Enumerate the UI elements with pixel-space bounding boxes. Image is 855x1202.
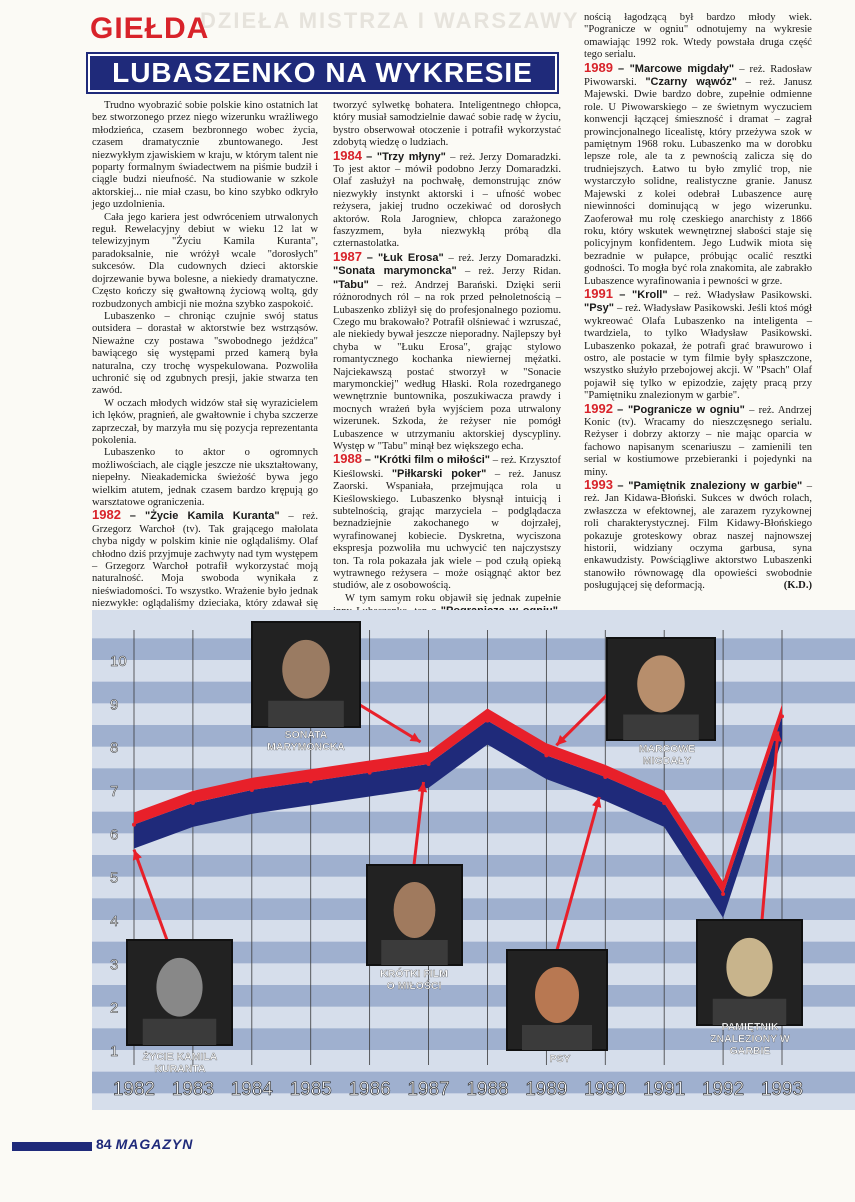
entry-1982 [92, 509, 318, 623]
entry-1991 [584, 285, 812, 403]
y-tick-label: 8 [110, 739, 119, 757]
y-tick-label: 1 [110, 1043, 119, 1060]
footer [96, 1136, 193, 1152]
portrait-face [637, 655, 685, 712]
photo-caption: PAMIĘTNIK [721, 1021, 779, 1033]
photo-caption: ŻYCIE KAMILA [142, 1051, 218, 1063]
photo-caption: PSY [549, 1053, 571, 1065]
data-point [191, 801, 195, 805]
entry-film-title: "Tabu" [333, 278, 369, 291]
photo-caption: O MIŁOŚCI [386, 980, 442, 992]
entry-text: – reż. Radosław Piwowarski. [584, 63, 812, 89]
entry-year: 1991 [584, 285, 613, 301]
data-point [544, 753, 548, 757]
entry-film-title: – "Łuk Erosa" [366, 251, 444, 264]
entry-year: 1982 [92, 507, 121, 523]
entry-text: – reż. Andrzej Barański. Dzięki serii różnorodnych ról – na rok przed pełnoletnością – Lubaszenko zbliżył się do profesjonalnego poziomu. Czego mu brakowało? Potrafił olśniewać i wzruszać, ale niekiedy bywał jeszcze nieporadny. Najlepszy był chyba w "Łuku Erosa", grając stylowo romantycznego kochanka niewiernej mężatki. Najciekawszą postać stworzył w "Sonacie marymonckiej" według Hłaski. Rola rozedrganego wewnętrznie buntownika, poszukiwacza prawdy i mocnych wrażeń była wyjściem poza utrwalony wizerunek. Szkoda, że reżyser nie pomógł Lubaszence w utrzymaniu aktorskiej dyscypliny. Występ w "Tabu" minął bez większego echa. [333, 279, 561, 452]
entry-year: 1988 [333, 451, 362, 467]
portrait-body [381, 940, 448, 965]
x-tick-label: 1992 [701, 1079, 745, 1100]
y-tick-label: 2 [110, 999, 119, 1017]
paragraph: Trudno wyobrazić sobie polskie kino ostatnich lat bez stworzonego przez niego wizerunku wrażliwego młodzieńca, czasem bezbronnego wobec życia, czasem dramatycznie zbuntowanego. Jest niezwykłym zjawiskiem w kraju, w którym talent nie poparty formalnym świadectwem na piśmie budził i ciągle budzi nieufność. Na studiowanie w szkole aktorskiej... nie miał czasu, bo kino szybko odkryło jego uzdolnienia. [92, 100, 318, 211]
portrait-face [282, 640, 330, 699]
photo-caption: SONATA [284, 729, 328, 741]
chart-stripe [92, 682, 855, 704]
entry-film-title: – "Życie Kamila Kuranta" [129, 510, 280, 523]
entry-text: – reż. Krzysztof Kieślowski. [333, 455, 562, 480]
entry-1992 [584, 400, 812, 479]
magazine-name: MAGAZYN [115, 1136, 194, 1152]
y-tick-label: 7 [110, 783, 119, 800]
photo-caption: KRÓTKI FILM [380, 968, 448, 980]
entry-year: 1989 [584, 59, 613, 75]
photo-caption: ZNALEZIONY W [710, 1033, 790, 1045]
x-tick-label: 1986 [348, 1079, 391, 1100]
entry-text: – reż. Janusz Majewski. Dwie bardzo dobre, zupełnie odmienne role. U Piwowarskiego – ze świetnym wyczuciem konwencji łączącej śmieszność i dramat – zagrał prowincjonalnego licealistę, który przeżywa szok w pamiętnym 1968 roku. Lubaszenko ma w dorobku lepsze role, ale ta z pewnością zalicza się do trudniejszych. Łatwo tu było zmylić trop, nie wystarczyło solidne, realistyczne granie. Janusz Majewski z kolei odebrał Lubaszence aurę niewinności dominującą w jego wizerunku. Zaoferował mu rolę czeskiego anarchisty z 1866 roku, który wskutek wewnętrznej słabości staje się policyjnym konfidentem. Jego Ludwik miota się bezradnie w pułapce, próbując ocalić resztki godności. To mogła być rola znakomita, ale zabrakło Lubaszence wyrafinowania i pewności w grze. [584, 77, 812, 287]
entry-year: 1987 [333, 248, 362, 264]
x-tick-label: 1989 [525, 1079, 568, 1100]
entry-film-title: – "Trzy młyny" [366, 150, 446, 163]
portrait-face [535, 967, 579, 1023]
paragraph: Lubaszenko to aktor o ogromnych możliwościach, ale ciągle jeszcze nie ukształtowany, niepełny. Nieakademicka świeżość bywa jego wielkim atutem, jednak czasem bardzo krępują go warsztatowe ograniczenia. [92, 447, 318, 508]
portrait-body [522, 1025, 592, 1050]
data-point [721, 892, 725, 896]
entry-1989 [584, 59, 812, 288]
entry-1988 [333, 453, 561, 592]
chart-stripe [92, 638, 855, 660]
entry-film-title: – "Kroll" [619, 288, 668, 301]
x-tick-label: 1991 [643, 1079, 686, 1100]
photo-caption: KURANTA [154, 1063, 206, 1075]
entry-text: – reż. Jerzy Domaradzki. To jest aktor – mówił podobno Jerzy Domaradzki. Olaf zasłużył na pochwałę, demonstrując znów niezwykły instynkt aktorski i – ufność wobec reżysera, jakiej trudno oczekiwać od dorosłych aktorów. Rola Jarogniew, chłopca zarażonego faszyzmem, była niezwykłą próbą dla czternastolatka. [333, 151, 562, 250]
entry-film-title: – "Krótki film o miłości" [364, 454, 490, 467]
x-tick-label: 1983 [171, 1079, 215, 1100]
portrait-face [394, 882, 436, 938]
data-point [485, 719, 489, 723]
paragraph: Cała jego kariera jest odwróceniem utrwalonych reguł. Rewelacyjny debiut w wieku 12 lat w telewizyjnym "Życiu Kamila Kuranta", paradoksalnie, nie wróżył wcale "dorosłych" sukcesów. Dla cudownych dzieci aktorskie dojrzewanie bywa bolesne, a niekiedy dramatyczne. Często kończy się gwałtowną życiową woltą, gdy rozbudzonych ambicji nie można szybko zaspokoić. [92, 211, 318, 310]
x-tick-label: 1985 [289, 1079, 332, 1100]
y-tick-label: 10 [110, 653, 127, 670]
footer-bar [12, 1142, 92, 1151]
y-tick-label: 9 [110, 696, 119, 714]
entry-film-title: – "Pogranicze w ogniu" [617, 403, 745, 416]
text-column-1 [92, 100, 318, 623]
y-tick-label: 6 [110, 826, 119, 844]
data-point [368, 771, 372, 775]
y-tick-label: 4 [110, 913, 119, 930]
film-photo [127, 940, 232, 1075]
chart-stripe [92, 898, 855, 920]
entry-film-title: "Piłkarski poker" [391, 467, 487, 480]
text: W tym samym roku objawił się jednak zupełnie [345, 592, 561, 604]
paragraph: Lubaszenko – chroniąc czujnie swój status outsidera – dorastał w aktorstwie bez wstrząsów. Nieważne czy postawa "swobodnego jeźdźca" bawiącego się występami przed kamerą była naturalna, czy trochę wyspekulowana. Pozwoliła uchronić się od zgubnych presji, jakie stwarza ten zawód. [92, 310, 318, 397]
film-photo [697, 920, 802, 1057]
entry-text: – reż. Władysław Pasikowski. Jeśli ktoś mógł wykreować Olafa Lubaszenko na inteligenta – twardziela, to tylko Władysław Pasikowski. Lubaszenko pokazał, że potrafi grać brawurowo i ostro, ale postacie w tym filmie były spłaszczone, wszystko służyło przebojowej akcji. W "Psach" Olaf pojawił się tylko w epizodzie, zajęty pracą przy "Pamiętniku znalezionym w garbie". [584, 303, 812, 402]
x-tick-label: 1982 [112, 1079, 156, 1100]
text-column-3 [584, 12, 812, 593]
entry-year: 1993 [584, 477, 613, 493]
x-tick-label: 1988 [466, 1079, 509, 1100]
photo-caption: GARBIE [729, 1045, 771, 1057]
paragraph: W oczach młodych widzów stał się wyrazicielem ich lęków, pragnień, ale gwałtownie i chyba szczerze zaprzeczał, by marzyła mu się pozycja reprezentanta pokolenia. [92, 397, 318, 446]
portrait-body [143, 1019, 217, 1045]
film-photo [367, 865, 462, 992]
photo-caption: MARCOWE [638, 743, 696, 755]
data-point [780, 714, 784, 718]
photo-caption: MIGDAŁY [642, 755, 692, 767]
portrait-face [726, 938, 772, 997]
y-tick-label: 5 [110, 869, 119, 887]
author-signature: (K.D.) [783, 580, 812, 592]
entry-film-title: – "Pamiętnik znaleziony w garbie" [617, 480, 803, 493]
text-column-2 [333, 100, 561, 643]
data-point [603, 775, 607, 779]
data-point [662, 801, 666, 805]
portrait-face [156, 958, 202, 1017]
entry-text: – reż. Andrzej Konic (tv). Wracamy do nieszczęsnego serialu. Reżyser i dobrzy aktorzy – nie mając oparcia w fachowo napisanym scenariuszu – zamienili ten serial w kostiumowe przebieranki i pojedynki na miny. [584, 404, 812, 478]
faded-background-text: DZIEŁA MISTRZA I WARSZAWY [200, 8, 580, 33]
x-tick-label: 1984 [230, 1079, 273, 1100]
x-tick-label: 1987 [407, 1079, 450, 1100]
paragraph: tworzyć sylwetkę bohatera. Inteligentnego chłopca, który musiał samodzielnie dawać sobie radę w życiu, bystro obserwował otoczenie i potrafił wykorzystać zdobytą wiedzę o ludziach. [333, 100, 561, 149]
data-point [309, 779, 313, 783]
data-point [132, 823, 136, 827]
entry-film-title: – "Marcowe migdały" [617, 62, 735, 75]
chart-stripe [92, 768, 855, 790]
page-number: 84 [96, 1136, 112, 1152]
film-photo [507, 950, 607, 1065]
data-point [427, 762, 431, 766]
portrait-body [268, 701, 344, 727]
entry-text: – reż. Jerzy Domaradzki. [448, 252, 561, 264]
entry-1984 [333, 147, 562, 251]
entry-year: 1992 [584, 400, 613, 416]
entry-text: – reż. Jerzy Ridan. [464, 266, 561, 278]
entry-text: – reż. Jan Kidawa-Błoński. Sukces w dwóch rolach, zwłaszcza w efektownej, ale zarazem ryzykownej roli charakterystycznej. Film Kidawy-Błońskiego pokazuje groteskowy obraz naszej najnowszej historii, widziany oczyma garbusa, syna enkawudzisty. Powściągliwe aktorstwo Lubaszenki stanowiło równowagę dla opowieści swobodnie posługującej się deformacją. [584, 481, 812, 592]
x-tick-label: 1990 [584, 1079, 627, 1100]
x-tick-label: 1993 [760, 1079, 804, 1100]
section-heading: GIEŁDA [90, 12, 210, 45]
entry-film-title: "Czarny wąwóz" [645, 76, 737, 89]
entry-film-title: "Sonata marymoncka" [333, 265, 457, 278]
data-point [250, 788, 254, 792]
entry-film-title: "Psy" [584, 302, 615, 315]
entry-year: 1984 [333, 147, 362, 163]
entry-1987 [333, 248, 561, 454]
article-title: LUBASZENKO NA WYKRESIE [88, 54, 557, 92]
entry-text: – reż. Grzegorz Warchoł (tv). Tak grającego małolata chyba nigdy w polskim kinie nie oglądaliśmy. Olaf chłodno dziś przyjmuje zachwyty nad tym występem – Grzegorz Warchoł potrafił wykorzystać moją naturalność. Moja swoboda wynikała z nieświadomości. To wszystko. Wrażenie było jednak niezwykłe: oglądaliśmy dzieciaka, który zdawał się [92, 511, 318, 610]
entry-text: – reż. Władysław Pasikowski. [673, 289, 812, 301]
entry-text: – reż. Janusz Zaorski. Wspaniała, przejmująca rola u Kieślowskiego. Lubaszenko błysnął intuicją i subtelnością, grając marzyciela – podglądacza beznadziejnie zakochanego w dojrzałej, wyrafinowanej kobiecie. Dyskretna, wyciszona ekspresja pozwoliła mu uchwycić ten najczystszy ton. Ta rola pokazała jak wiele – pod czułą opieką wytrawnego reżysera – może osiągnąć aktor bez studiów, ale z osobowością. [333, 468, 561, 592]
career-line-chart [92, 610, 855, 1110]
y-tick-label: 3 [110, 956, 119, 974]
paragraph: nością łagodzącą był bardzo młody wiek. "Pogranicze w ogniu" odnotujemy na wykresie omawiając 1992 rok. Wtedy powstała druga część tego serialu. [584, 12, 812, 61]
portrait-body [623, 715, 699, 741]
entry-1993 [584, 479, 812, 593]
photo-caption: MARYMONCKA [267, 741, 345, 753]
